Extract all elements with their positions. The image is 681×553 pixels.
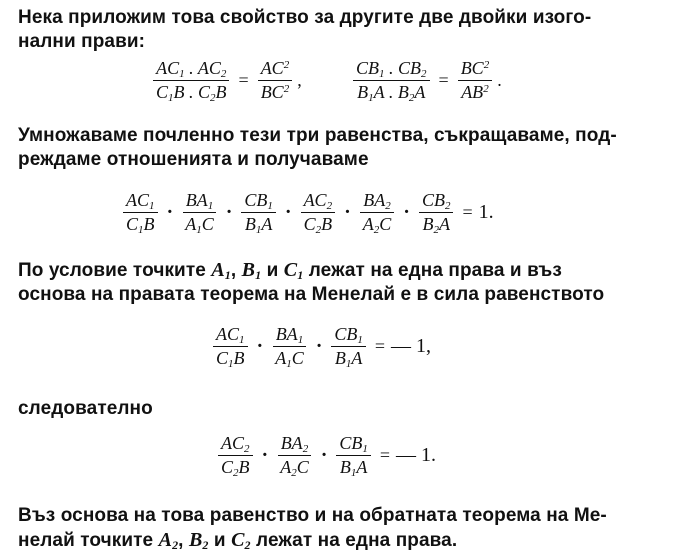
point-c2: $C_2$	[231, 529, 251, 552]
equation-2: $\frac{AC_1}{C_1B}$ · $\frac{BA_1}{A_1C}$ · $\frac{CB_1}{B_1A}$ · $\frac{AC_2}{C_2B}$ · $\frac{BA_2}{A_2C}$ · $\frac{CB_2}{B_2A}$ = 1.	[120, 190, 494, 235]
fraction: $\frac{AC_1 . AC_2}{C_1B . C_2B}$	[153, 58, 230, 103]
paragraph-2-line-2: реждаме отношенията и получаваме	[18, 149, 369, 170]
fraction: $\frac{BA_2}{A_2C}$	[277, 433, 312, 478]
point-b1: $B_1$	[241, 259, 262, 282]
point-a1: $A_1$	[211, 259, 231, 282]
p5-text-2: лежат на една права.	[256, 530, 458, 551]
fraction: $\frac{AC_2}{C_2B}$	[301, 190, 336, 235]
paragraph-1-line-1: Нека приложим това свойство за другите две двойки изого-	[18, 7, 592, 28]
fraction: $\frac{AC_2}{C_2B}$	[218, 433, 253, 478]
point-b2: $B_2$	[188, 529, 209, 552]
p3-text-2: лежат на една права и въз	[308, 260, 562, 281]
fraction: $\frac{CB_1 . CB_2}{B_1A . B_2A}$	[353, 58, 430, 103]
paragraph-4	[18, 397, 663, 421]
paragraph-5-line-1: Въз основа на това равенство и на обратната теорема на Ме-	[18, 505, 607, 526]
paragraph-2-line-1: Умножаваме почленно тези три равенства, съкращаваме, под-	[18, 125, 617, 146]
fraction: $\frac{AC^2}{BC^2}$	[258, 58, 293, 103]
paragraph-3	[18, 258, 663, 307]
and-word: и	[266, 260, 279, 281]
fraction: $\frac{CB_2}{B_2A}$	[419, 190, 454, 235]
equation-3: $\frac{AC_1}{C_1B}$ · $\frac{BA_1}{A_1C}$ · $\frac{CB_1}{B_1A}$ = — 1,	[210, 324, 431, 369]
comma: ,	[230, 260, 237, 281]
paragraph-4-text: следователно	[18, 398, 153, 419]
equation-4-rhs: — 1.	[396, 444, 437, 466]
paragraph-2	[18, 124, 663, 172]
equation-4: $\frac{AC_2}{C_2B}$ · $\frac{BA_2}{A_2C}$ · $\frac{CB_1}{B_1A}$ = — 1.	[215, 433, 436, 478]
fraction: $\frac{BA_1}{A_1C}$	[182, 190, 217, 235]
point-a2: $A_2$	[158, 529, 179, 552]
equation-3-rhs: — 1,	[391, 335, 432, 357]
and-word: и	[213, 530, 226, 551]
fraction: $\frac{CB_1}{B_1A}$	[336, 433, 371, 478]
fraction: $\frac{AC_1}{C_1B}$	[123, 190, 158, 235]
comma: ,	[178, 530, 184, 551]
equation-1b: $\frac{CB_1 . CB_2}{B_1A . B_2A}$ = $\frac{BC^2}{AB^2}$ .	[350, 58, 508, 103]
paragraph-3-line-2: основа на правата теорема на Менелай е в сила равенството	[18, 284, 605, 305]
equation-2-rhs: 1.	[478, 201, 494, 223]
fraction: $\frac{BA_2}{A_2C}$	[360, 190, 395, 235]
fraction: $\frac{BA_1}{A_1C}$	[272, 324, 307, 369]
paragraph-1	[18, 6, 663, 54]
fraction: $\frac{AC_1}{C_1B}$	[213, 324, 248, 369]
paragraph-1-line-2: нални прави:	[18, 31, 146, 52]
fraction: $\frac{BC^2}{AB^2}$	[458, 58, 493, 103]
point-c1: $C_1$	[283, 259, 304, 282]
comma: ,	[297, 70, 302, 90]
period: .	[497, 70, 502, 90]
p5-text-1: нелай точките	[18, 530, 154, 551]
p3-text-1: По условие точките	[18, 260, 206, 281]
paragraph-5	[18, 504, 663, 553]
fraction: $\frac{CB_1}{B_1A}$	[241, 190, 276, 235]
fraction: $\frac{CB_1}{B_1A}$	[331, 324, 366, 369]
equation-1a: $\frac{AC_1 . AC_2}{C_1B . C_2B}$ = $\frac{AC^2}{BC^2}$ ,	[150, 58, 308, 103]
